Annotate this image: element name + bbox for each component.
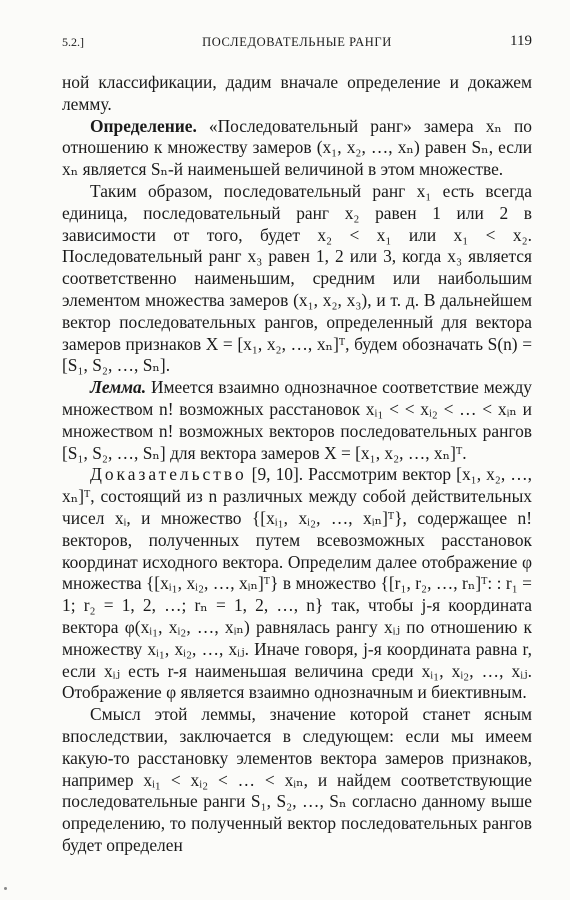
paragraph-proof: [62, 464, 532, 704]
page-body: [62, 72, 532, 857]
section-number: 5.2.]: [62, 35, 84, 49]
proof-label: Доказательство: [90, 464, 247, 485]
definition-text: «Последовательный ранг» замера xₙ по отношению к множеству замеров (x₁, x₂, …, xₙ) равен Sₙ, если xₙ является Sₙ-й наименьшей величиной в этом множестве.: [62, 115, 532, 180]
proof-text: [9, 10]. Рассмотрим вектор [x₁, x₂, …, xₙ]ᵀ, состоящий из n различных между собой действительных чисел xᵢ, и множество {[xᵢ₁, xᵢ₂, …, xᵢₙ]ᵀ}, содержащее n! векторов, полученных путем всевозможных расстановок координат исходного вектора. Определим далее отображение φ множества {[xᵢ₁, xᵢ₂, …, xᵢₙ]ᵀ} в множество {[r₁, r₂, …, rₙ]ᵀ: : r₁ = 1; r₂ = 1, 2, …; rₙ = 1, 2, …, n} так, чтобы j-я координата вектора φ(xᵢ₁, xᵢ₂, …, xᵢₙ) равнялась рангу xᵢⱼ по отношению к множеству xᵢ₁, xᵢ₂, …, xᵢⱼ. Иначе говоря, j-я координата равна r, если xᵢⱼ есть r-я наименьшая величина среди xᵢ₁, xᵢ₂, …, xᵢⱼ. Отображение φ является взаимно однозначным и биективным.: [62, 464, 532, 703]
paragraph-continuation: ной классификации, дадим вначале определение и докажем лемму.: [62, 72, 532, 114]
paragraph-meaning: Смысл этой леммы, значение которой станет ясным впоследствии, заключается в следующем: если мы имеем какую-то расстановку элементов вектора замеров признаков, например xᵢ₁ < xᵢ₂ < … < xᵢₙ, и найдем соответствующие последовательные ранги S₁, S₂, …, Sₙ согласно данному выше определению, то полученный вектор последовательных рангов будет определен: [62, 704, 532, 855]
lemma-text: Имеется взаимно однозначное соответствие между множеством n! возможных расстановок xᵢ₁ < < xᵢ₂ < … < xᵢₙ и множеством n! возможных векторов последовательных рангов [S₁, S₂, …, Sₙ] для вектора замеров X = [x₁, x₂, …, xₙ]ᵀ.: [62, 377, 532, 463]
page-number: 119: [510, 33, 532, 49]
scan-speck: [4, 887, 7, 890]
definition-label: Определение.: [90, 115, 197, 136]
running-header: [62, 33, 532, 55]
paragraph-lemma: [62, 377, 532, 464]
paragraph-definition: [62, 116, 532, 181]
lemma-label: Лемма.: [90, 377, 147, 398]
paragraph-explanation: Таким образом, последовательный ранг x₁ есть всегда единица, последовательный ранг x₂ равен 1 или 2 в зависимости от того, будет x₂ < x₁ или x₁ < x₂. Последовательный ранг x₃ равен 1, 2 или 3, когда x₃ является соответственно наименьшим, средним или наибольшим элементом множества замеров (x₁, x₂, x₃), и т. д. В дальнейшем вектор последовательных рангов, определенный для вектора замеров признаков X = [x₁, x₂, …, xₙ]ᵀ, будем обозначать S(n) = [S₁, S₂, …, Sₙ].: [62, 180, 532, 376]
running-title: ПОСЛЕДОВАТЕЛЬНЫЕ РАНГИ: [202, 35, 392, 49]
